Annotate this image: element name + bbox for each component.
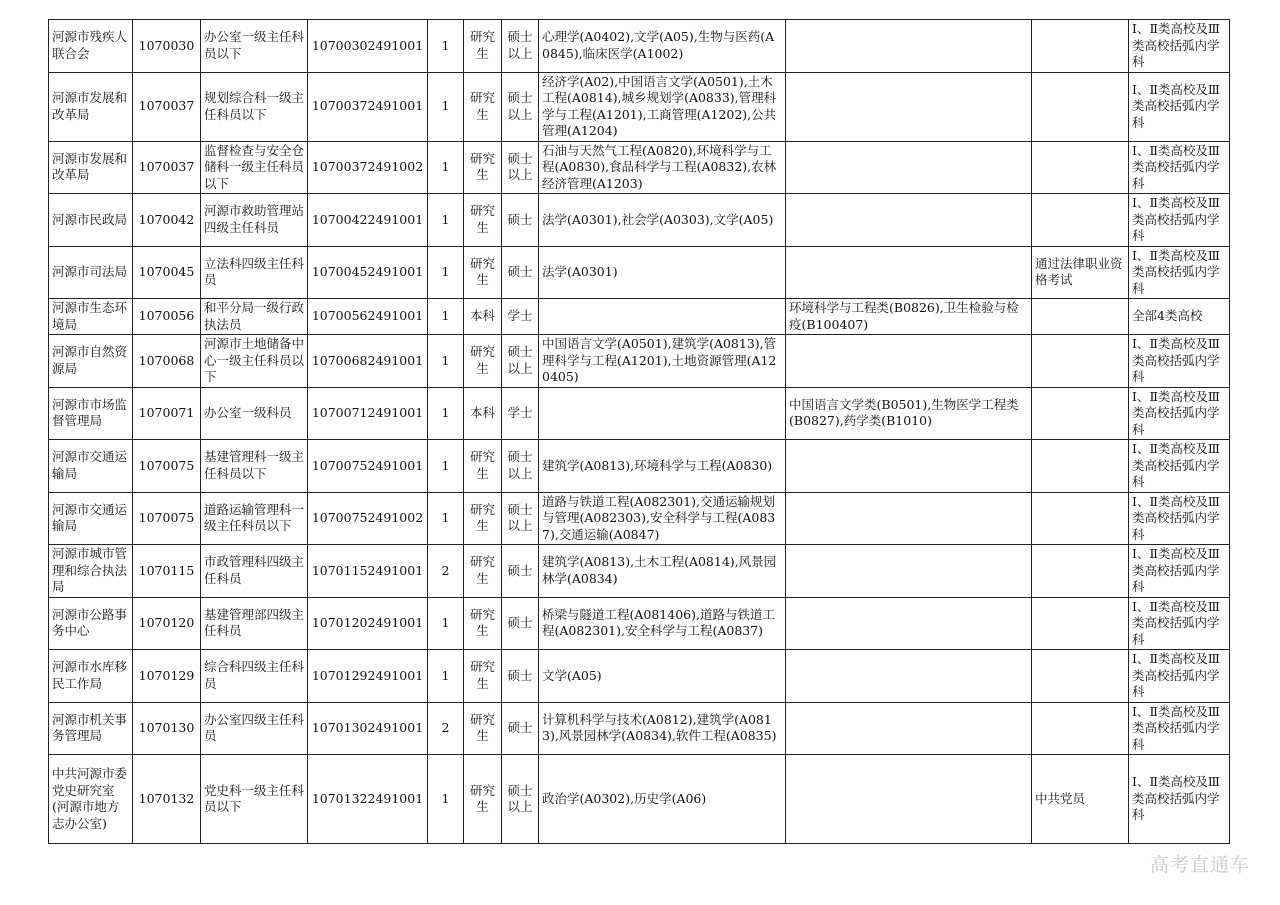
table-row	[49, 597, 1230, 650]
postgrad-major-cell: 文学(A05)	[539, 650, 786, 703]
dept-code-cell: 1070068	[133, 335, 201, 388]
dept-code-cell: 1070071	[133, 387, 201, 440]
table-row	[49, 387, 1230, 440]
table-row	[49, 702, 1230, 755]
postgrad-major-cell: 计算机科学与技术(A0812),建筑学(A0813),风景园林学(A0834),软件工程(A0835)	[539, 702, 786, 755]
unit-cell: 河源市生态环境局	[49, 299, 133, 335]
degree-cell: 学士	[502, 387, 539, 440]
education-cell: 本科	[464, 387, 502, 440]
education-cell: 研究生	[464, 141, 502, 194]
position-name-cell: 和平分局一级行政执法员	[201, 299, 308, 335]
postgrad-major-cell	[539, 299, 786, 335]
position-name-cell: 道路运输管理科一级主任科员以下	[201, 492, 308, 545]
undergrad-major-cell	[786, 72, 1032, 141]
position-code-cell: 10700712491001	[308, 387, 428, 440]
education-cell: 本科	[464, 299, 502, 335]
other-requirement-cell	[1032, 650, 1129, 703]
unit-cell: 河源市机关事务管理局	[49, 702, 133, 755]
unit-cell: 河源市交通运输局	[49, 440, 133, 493]
other-requirement-cell	[1032, 545, 1129, 598]
other-requirement-cell	[1032, 141, 1129, 194]
hire-count-cell: 1	[428, 650, 464, 703]
school-requirement-cell: Ⅰ、Ⅱ类高校及Ⅲ类高校括弧内学科	[1129, 387, 1230, 440]
postgrad-major-cell: 政治学(A0302),历史学(A06)	[539, 755, 786, 844]
dept-code-cell: 1070075	[133, 492, 201, 545]
degree-cell: 硕士	[502, 545, 539, 598]
table-row	[49, 650, 1230, 703]
unit-cell: 河源市残疾人联合会	[49, 20, 133, 73]
table-row	[49, 246, 1230, 299]
school-requirement-cell: Ⅰ、Ⅱ类高校及Ⅲ类高校括弧内学科	[1129, 492, 1230, 545]
degree-cell: 学士	[502, 299, 539, 335]
dept-code-cell: 1070042	[133, 194, 201, 247]
postgrad-major-cell: 建筑学(A0813),环境科学与工程(A0830)	[539, 440, 786, 493]
hire-count-cell: 1	[428, 755, 464, 844]
education-cell: 研究生	[464, 597, 502, 650]
position-code-cell: 10700452491001	[308, 246, 428, 299]
postgrad-major-cell: 道路与铁道工程(A082301),交通运输规划与管理(A082303),安全科学与工程(A0837),交通运输(A0847)	[539, 492, 786, 545]
table-row	[49, 194, 1230, 247]
postgrad-major-cell: 中国语言文学(A0501),建筑学(A0813),管理科学与工程(A1201),土地资源管理(A120405)	[539, 335, 786, 388]
school-requirement-cell: Ⅰ、Ⅱ类高校及Ⅲ类高校括弧内学科	[1129, 702, 1230, 755]
positions-table	[48, 19, 1230, 844]
degree-cell: 硕士	[502, 650, 539, 703]
position-code-cell: 10700752491002	[308, 492, 428, 545]
table-row	[49, 20, 1230, 73]
school-requirement-cell: Ⅰ、Ⅱ类高校及Ⅲ类高校括弧内学科	[1129, 20, 1230, 73]
undergrad-major-cell	[786, 246, 1032, 299]
degree-cell: 硕士以上	[502, 492, 539, 545]
hire-count-cell: 1	[428, 387, 464, 440]
degree-cell: 硕士以上	[502, 141, 539, 194]
unit-cell: 河源市民政局	[49, 194, 133, 247]
unit-cell: 河源市交通运输局	[49, 492, 133, 545]
postgrad-major-cell	[539, 387, 786, 440]
position-name-cell: 监督检查与安全仓储科一级主任科员以下	[201, 141, 308, 194]
school-requirement-cell: Ⅰ、Ⅱ类高校及Ⅲ类高校括弧内学科	[1129, 246, 1230, 299]
school-requirement-cell: Ⅰ、Ⅱ类高校及Ⅲ类高校括弧内学科	[1129, 141, 1230, 194]
other-requirement-cell	[1032, 335, 1129, 388]
position-code-cell: 10700302491001	[308, 20, 428, 73]
position-name-cell: 综合科四级主任科员	[201, 650, 308, 703]
position-code-cell: 10701292491001	[308, 650, 428, 703]
dept-code-cell: 1070030	[133, 20, 201, 73]
degree-cell: 硕士以上	[502, 440, 539, 493]
table-body	[49, 20, 1230, 844]
education-cell: 研究生	[464, 440, 502, 493]
postgrad-major-cell: 法学(A0301)	[539, 246, 786, 299]
hire-count-cell: 1	[428, 20, 464, 73]
degree-cell: 硕士	[502, 246, 539, 299]
hire-count-cell: 1	[428, 299, 464, 335]
hire-count-cell: 2	[428, 702, 464, 755]
school-requirement-cell: Ⅰ、Ⅱ类高校及Ⅲ类高校括弧内学科	[1129, 755, 1230, 844]
undergrad-major-cell	[786, 335, 1032, 388]
undergrad-major-cell	[786, 702, 1032, 755]
hire-count-cell: 1	[428, 141, 464, 194]
hire-count-cell: 1	[428, 597, 464, 650]
position-name-cell: 办公室四级主任科员	[201, 702, 308, 755]
school-requirement-cell: 全部4类高校	[1129, 299, 1230, 335]
other-requirement-cell: 中共党员	[1032, 755, 1129, 844]
other-requirement-cell: 通过法律职业资格考试	[1032, 246, 1129, 299]
school-requirement-cell: Ⅰ、Ⅱ类高校及Ⅲ类高校括弧内学科	[1129, 194, 1230, 247]
degree-cell: 硕士以上	[502, 755, 539, 844]
position-name-cell: 党史科一级主任科员以下	[201, 755, 308, 844]
dept-code-cell: 1070037	[133, 72, 201, 141]
hire-count-cell: 1	[428, 440, 464, 493]
other-requirement-cell	[1032, 597, 1129, 650]
undergrad-major-cell	[786, 597, 1032, 650]
table-row	[49, 545, 1230, 598]
table-row	[49, 335, 1230, 388]
undergrad-major-cell	[786, 141, 1032, 194]
undergrad-major-cell	[786, 440, 1032, 493]
dept-code-cell: 1070056	[133, 299, 201, 335]
degree-cell: 硕士	[502, 597, 539, 650]
position-code-cell: 10700752491001	[308, 440, 428, 493]
undergrad-major-cell	[786, 194, 1032, 247]
position-name-cell: 规划综合科一级主任科员以下	[201, 72, 308, 141]
undergrad-major-cell	[786, 755, 1032, 844]
unit-cell: 河源市城市管理和综合执法局	[49, 545, 133, 598]
position-name-cell: 办公室一级科员	[201, 387, 308, 440]
school-requirement-cell: Ⅰ、Ⅱ类高校及Ⅲ类高校括弧内学科	[1129, 545, 1230, 598]
table-row	[49, 440, 1230, 493]
dept-code-cell: 1070129	[133, 650, 201, 703]
unit-cell: 河源市市场监督管理局	[49, 387, 133, 440]
position-name-cell: 市政管理科四级主任科员	[201, 545, 308, 598]
position-code-cell: 10701302491001	[308, 702, 428, 755]
dept-code-cell: 1070075	[133, 440, 201, 493]
position-code-cell: 10700372491002	[308, 141, 428, 194]
other-requirement-cell	[1032, 702, 1129, 755]
unit-cell: 河源市自然资源局	[49, 335, 133, 388]
undergrad-major-cell	[786, 650, 1032, 703]
position-code-cell: 10701322491001	[308, 755, 428, 844]
school-requirement-cell: Ⅰ、Ⅱ类高校及Ⅲ类高校括弧内学科	[1129, 72, 1230, 141]
unit-cell: 河源市公路事务中心	[49, 597, 133, 650]
unit-cell: 河源市发展和改革局	[49, 141, 133, 194]
education-cell: 研究生	[464, 335, 502, 388]
degree-cell: 硕士以上	[502, 20, 539, 73]
other-requirement-cell	[1032, 299, 1129, 335]
position-code-cell: 10700372491001	[308, 72, 428, 141]
school-requirement-cell: Ⅰ、Ⅱ类高校及Ⅲ类高校括弧内学科	[1129, 440, 1230, 493]
other-requirement-cell	[1032, 492, 1129, 545]
education-cell: 研究生	[464, 492, 502, 545]
position-name-cell: 河源市土地储备中心一级主任科员以下	[201, 335, 308, 388]
hire-count-cell: 1	[428, 246, 464, 299]
education-cell: 研究生	[464, 650, 502, 703]
undergrad-major-cell	[786, 492, 1032, 545]
postgrad-major-cell: 经济学(A02),中国语言文学(A0501),土木工程(A0814),城乡规划学(A0833),管理科学与工程(A1201),工商管理(A1202),公共管理(A1204)	[539, 72, 786, 141]
education-cell: 研究生	[464, 20, 502, 73]
undergrad-major-cell: 环境科学与工程类(B0826),卫生检验与检疫(B100407)	[786, 299, 1032, 335]
postgrad-major-cell: 心理学(A0402),文学(A05),生物与医药(A0845),临床医学(A1002)	[539, 20, 786, 73]
position-code-cell: 10700562491001	[308, 299, 428, 335]
table-row	[49, 492, 1230, 545]
postgrad-major-cell: 桥梁与隧道工程(A081406),道路与铁道工程(A082301),安全科学与工程(A0837)	[539, 597, 786, 650]
school-requirement-cell: Ⅰ、Ⅱ类高校及Ⅲ类高校括弧内学科	[1129, 650, 1230, 703]
other-requirement-cell	[1032, 72, 1129, 141]
dept-code-cell: 1070132	[133, 755, 201, 844]
dept-code-cell: 1070115	[133, 545, 201, 598]
education-cell: 研究生	[464, 72, 502, 141]
dept-code-cell: 1070120	[133, 597, 201, 650]
education-cell: 研究生	[464, 246, 502, 299]
table-row	[49, 755, 1230, 844]
watermark: 高考直通车	[1149, 854, 1250, 876]
unit-cell: 河源市发展和改革局	[49, 72, 133, 141]
degree-cell: 硕士以上	[502, 335, 539, 388]
postgrad-major-cell: 建筑学(A0813),土木工程(A0814),风景园林学(A0834)	[539, 545, 786, 598]
degree-cell: 硕士	[502, 194, 539, 247]
education-cell: 研究生	[464, 702, 502, 755]
unit-cell: 中共河源市委党史研究室(河源市地方志办公室)	[49, 755, 133, 844]
school-requirement-cell: Ⅰ、Ⅱ类高校及Ⅲ类高校括弧内学科	[1129, 335, 1230, 388]
other-requirement-cell	[1032, 20, 1129, 73]
undergrad-major-cell	[786, 545, 1032, 598]
undergrad-major-cell: 中国语言文学类(B0501),生物医学工程类(B0827),药学类(B1010)	[786, 387, 1032, 440]
degree-cell: 硕士以上	[502, 72, 539, 141]
table-row	[49, 72, 1230, 141]
position-code-cell: 10701152491001	[308, 545, 428, 598]
position-name-cell: 基建管理科一级主任科员以下	[201, 440, 308, 493]
table-row	[49, 299, 1230, 335]
table-row	[49, 141, 1230, 194]
hire-count-cell: 2	[428, 545, 464, 598]
position-name-cell: 河源市救助管理站四级主任科员	[201, 194, 308, 247]
position-name-cell: 基建管理部四级主任科员	[201, 597, 308, 650]
school-requirement-cell: Ⅰ、Ⅱ类高校及Ⅲ类高校括弧内学科	[1129, 597, 1230, 650]
dept-code-cell: 1070045	[133, 246, 201, 299]
education-cell: 研究生	[464, 545, 502, 598]
undergrad-major-cell	[786, 20, 1032, 73]
other-requirement-cell	[1032, 440, 1129, 493]
hire-count-cell: 1	[428, 72, 464, 141]
position-code-cell: 10700682491001	[308, 335, 428, 388]
hire-count-cell: 1	[428, 492, 464, 545]
degree-cell: 硕士	[502, 702, 539, 755]
unit-cell: 河源市司法局	[49, 246, 133, 299]
position-code-cell: 10700422491001	[308, 194, 428, 247]
dept-code-cell: 1070037	[133, 141, 201, 194]
unit-cell: 河源市水库移民工作局	[49, 650, 133, 703]
other-requirement-cell	[1032, 387, 1129, 440]
hire-count-cell: 1	[428, 335, 464, 388]
other-requirement-cell	[1032, 194, 1129, 247]
position-name-cell: 立法科四级主任科员	[201, 246, 308, 299]
postgrad-major-cell: 石油与天然气工程(A0820),环境科学与工程(A0830),食品科学与工程(A0832),农林经济管理(A1203)	[539, 141, 786, 194]
position-name-cell: 办公室一级主任科员以下	[201, 20, 308, 73]
position-code-cell: 10701202491001	[308, 597, 428, 650]
hire-count-cell: 1	[428, 194, 464, 247]
education-cell: 研究生	[464, 194, 502, 247]
dept-code-cell: 1070130	[133, 702, 201, 755]
education-cell: 研究生	[464, 755, 502, 844]
postgrad-major-cell: 法学(A0301),社会学(A0303),文学(A05)	[539, 194, 786, 247]
